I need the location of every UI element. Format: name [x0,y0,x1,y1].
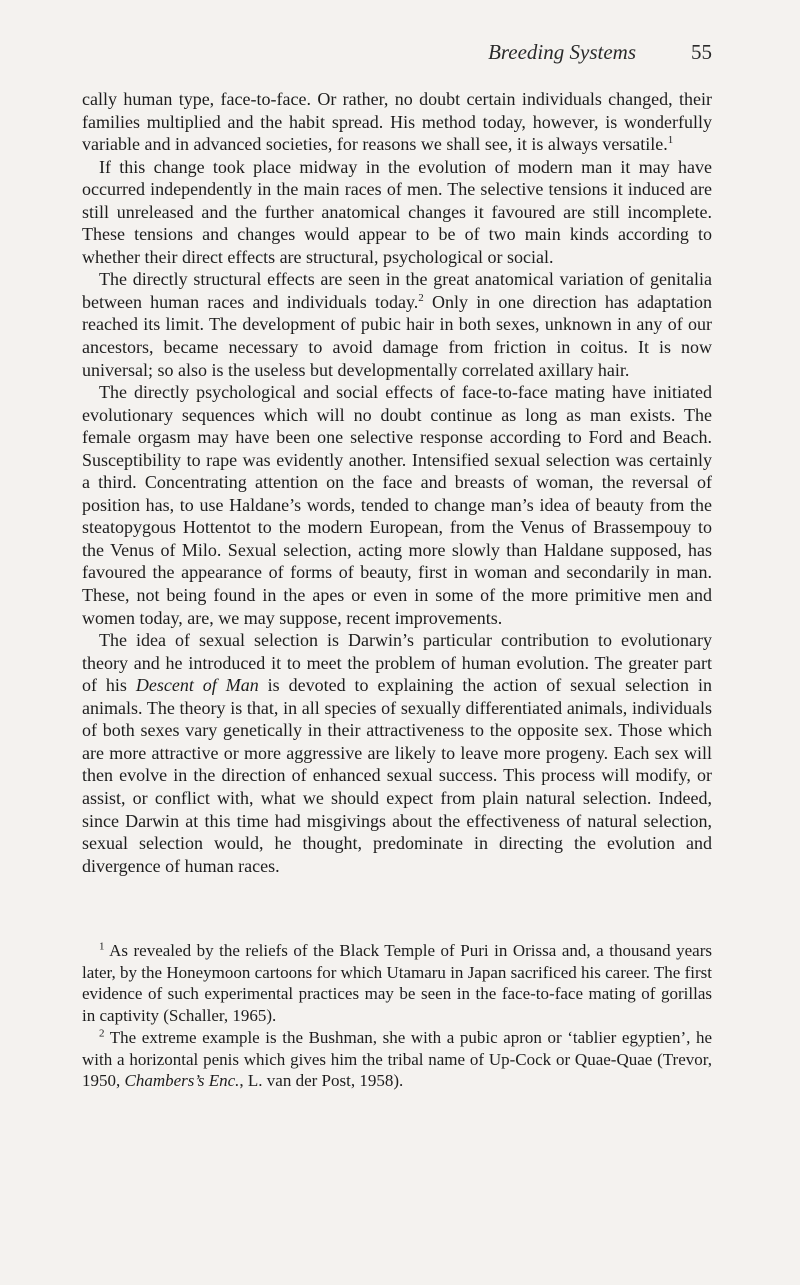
footnote-2 [82,1027,712,1092]
paragraph-3-text-b: Only in one direction has adaptation reached its limit. The development of pubic hair in both sexes, unknown in any of our ancestors, became necessary to avoid damage from friction in coitus. It is now universal; so also is the useless but developmentally correlated axillary hair. [82,291,712,380]
paragraph-5 [82,629,712,877]
footnote-2-mark: 2 [99,1027,105,1040]
page-number: 55 [691,40,712,64]
paragraph-3 [82,268,712,381]
book-title-descent-of-man: Descent of Man [135,675,259,696]
footnote-ref-1: 1 [667,134,674,147]
footnote-ref-2: 2 [418,291,424,304]
running-head [82,40,712,68]
footnotes [82,940,712,1092]
paragraph-5-text-a: The idea of sexual selection is Darwin’s particular contribution to evolutionary theory and he introduced it to meet the problem of human evolution. The greater part of his [82,630,712,696]
footnote-2-italic-source: Chambers’s Enc. [124,1071,240,1091]
footnote-2-text-b: , L. van der Post, 1958). [239,1071,404,1091]
body-text [82,88,712,877]
footnote-1-mark: 1 [99,940,105,953]
paragraph-3-text-a: The directly structural effects are seen in the great anatomical variation of genitalia between human races and individuals today. [82,269,712,312]
running-head-title: Breeding Systems [488,40,636,64]
paragraph-2: If this change took place midway in the evolution of modern man it may have occurred independently in the main races of men. The selective tensions it induced are still unreleased and the further anatomical changes it favoured are still incomplete. These tensions and changes would appear to be of two main kinds according to whether their direct effects are structural, psychological or social. [82,156,712,267]
paragraph-5-text-b: is devoted to explaining the action of sexual selection in animals. The theory is that, in all species of sexually differentiated animals, individuals of both sexes vary genetically in their attractiveness to the opposite sex. Those which are more attractive or more aggressive are likely to leave more progeny. Each sex will then evolve in the direction of enhanced sexual success. This process will modify, or assist, or conflict with, what we should expect from plain natural selection. Indeed, since Darwin at this time had misgivings about the effectiveness of natural selection, sexual selection would, he thought, predominate in directing the evolution and divergence of human races. [82,675,712,876]
footnote-1-text: As revealed by the reliefs of the Black Temple of Puri in Orissa and, a thousand years later, by the Honeymoon cartoons for which Utamaru in Japan sacrificed his career. The first evidence of such experimental practices may be seen in the face-to-face mating of gorillas in captivity (Schaller, 1965). [82,941,712,1026]
footnote-1 [82,940,712,1027]
footnote-2-text-a: The extreme example is the Bushman, she with a pubic apron or ‘tablier egyptien’, he with a horizontal penis which gives him the tribal name of Up-Cock or Quae-Quae (Trevor, 1950, [82,1027,712,1091]
paragraph-4: The directly psychological and social effects of face-to-face mating have initiated evolutionary sequences which will no doubt continue as long as man exists. The female orgasm may have been one selective response according to Ford and Beach. Susceptibility to rape was evidently another. Intensified sexual selection was certainly a third. Concentrating attention on the face and breasts of woman, the reversal of position has, to use Haldane’s words, tended to change man’s idea of beauty from the steatopygous Hottentot to the modern European, from the Venus of Brassempouy to the Venus of Milo. Sexual selection, acting more slowly than Haldane supposed, has favoured the appearance of forms of beauty, first in woman and secondarily in man. These, not being found in the apes or even in some of the more primitive men and women today, are, we may suppose, recent improvements. [82,382,712,628]
paragraph-1-text: cally human type, face-to-face. Or rather, no doubt certain individuals changed, their families multiplied and the habit spread. His method today, however, is wonderfully variable and in advanced societies, for reasons we shall see, it is always versatile. [82,89,712,155]
paragraph-1 [82,88,712,156]
